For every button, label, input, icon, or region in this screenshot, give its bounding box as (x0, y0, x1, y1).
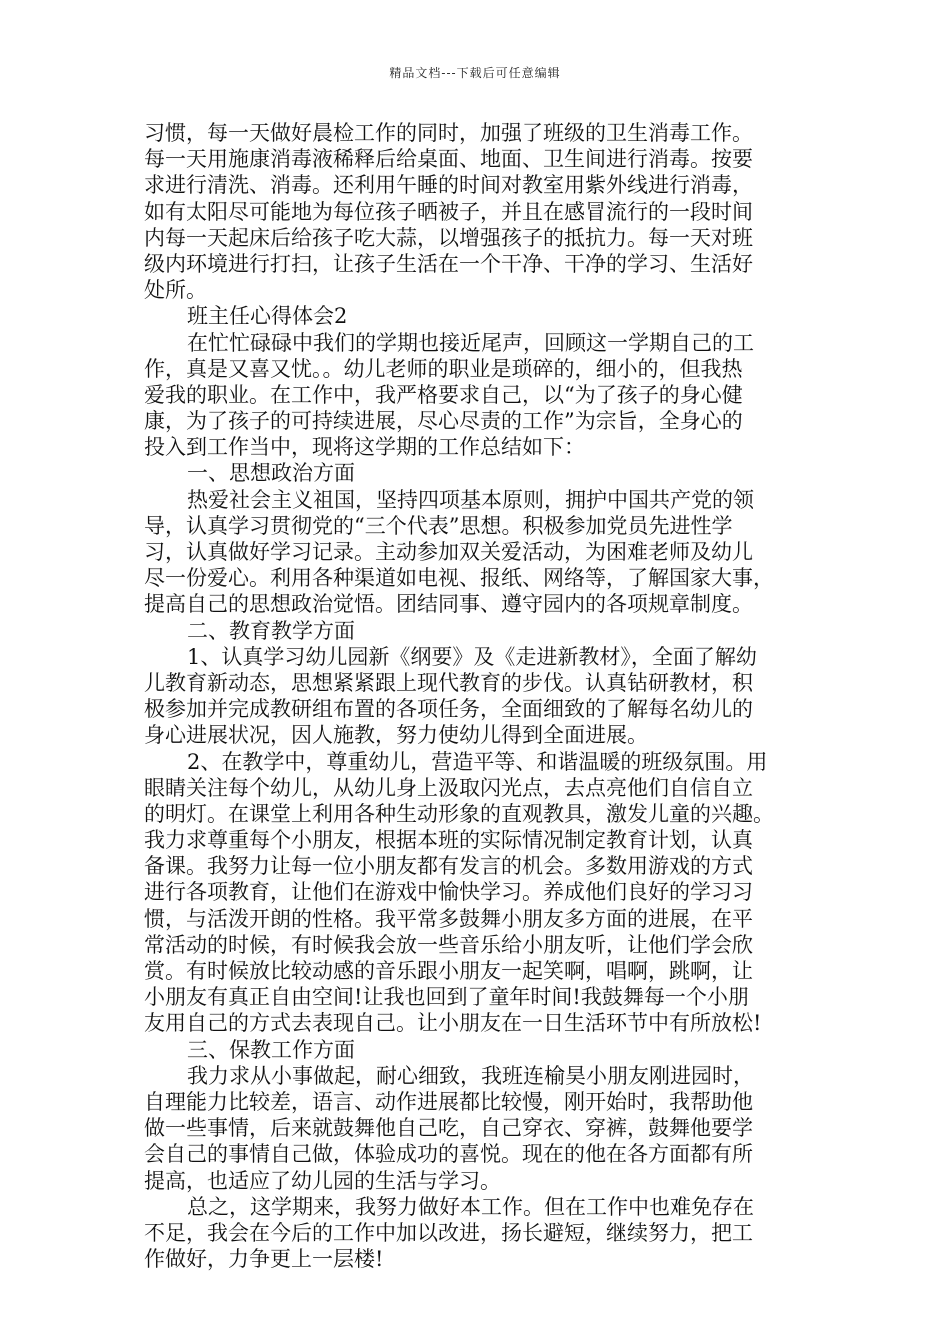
text-line: 会自己的事情自己做，体验成功的喜悦。现在的他在各方面都有所 (144, 1142, 753, 1167)
text-line: 处所。 (144, 278, 207, 303)
text-line: 小朋友有真正自由空间!让我也回到了童年时间!我鼓舞每一个小朋 (144, 985, 749, 1010)
page-header: 精品文档---下载后可任意编辑 (389, 66, 561, 80)
text-line: 二、教育教学方面 (187, 618, 355, 643)
text-line: 爱我的职业。在工作中，我严格要求自己，以“为了孩子的身心健 (144, 382, 743, 407)
text-line: 不足，我会在今后的工作中加以改进，扬长避短，继续努力，把工 (144, 1220, 753, 1245)
text-line: 热爱社会主义祖国，坚持四项基本原则，拥护中国共产党的领 (187, 487, 754, 512)
text-line: 身心进展状况，因人施教，努力使幼儿得到全面进展。 (144, 723, 648, 748)
text-line: 眼睛关注每个幼儿，从幼儿身上汲取闪光点，去点亮他们自信自立 (144, 775, 753, 800)
text-line: 我力求从小事做起，耐心细致，我班连榆昊小朋友刚进园时， (187, 1063, 754, 1088)
text-line: 友用自己的方式去表现自己。让小朋友在一日生活环节中有所放松! (144, 1011, 762, 1036)
text-line: 提高自己的思想政治觉悟。团结同事、遵守园内的各项规章制度。 (144, 592, 753, 617)
text-line: 儿教育新动态，思想紧紧跟上现代教育的步伐。认真钻研教材，积 (144, 670, 753, 695)
text-line: 投入到工作当中，现将这学期的工作总结如下： (144, 435, 585, 460)
text-line: 极参加并完成教研组布置的各项任务，全面细致的了解每名幼儿的 (144, 697, 753, 722)
text-line: 1、认真学习幼儿园新《纲要》及《走进新教材》，全面了解幼 (187, 644, 757, 669)
text-line: 一、思想政治方面 (187, 461, 355, 486)
text-line: 总之，这学期来，我努力做好本工作。但在工作中也难免存在 (187, 1194, 754, 1219)
text-line: 尽一份爱心。利用各种渠道如电视、报纸、网络等，了解国家大事， (144, 566, 774, 591)
text-line: 在忙忙碌碌中我们的学期也接近尾声，回顾这一学期自己的工 (187, 330, 754, 355)
text-line: 惯，与活泼开朗的性格。我平常多鼓舞小朋友多方面的进展，在平 (144, 906, 753, 931)
text-line: 做一些事情，后来就鼓舞他自己吃，自己穿衣、穿裤，鼓舞他要学 (144, 1116, 753, 1141)
text-line: 的明灯。在课堂上利用各种生动形象的直观教具，激发儿童的兴趣。 (144, 801, 774, 826)
text-line: 进行各项教育，让他们在游戏中愉快学习。养成他们良好的学习习 (144, 880, 753, 905)
text-line: 三、保教工作方面 (187, 1037, 355, 1062)
text-line: 备课。我努力让每一位小朋友都有发言的机会。多数用游戏的方式 (144, 854, 753, 879)
text-line: 求进行清洗、消毒。还利用午睡的时间对教室用紫外线进行消毒， (144, 173, 753, 198)
text-line: 自理能力比较差，语言、动作进展都比较慢，刚开始时，我帮助他 (144, 1089, 753, 1114)
text-line: 内每一天起床后给孩子吃大蒜，以增强孩子的抵抗力。每一天对班 (144, 225, 753, 250)
text-line: 常活动的时候，有时候我会放一些音乐给小朋友听，让他们学会欣 (144, 932, 753, 957)
text-line: 赏。有时候放比较动感的音乐跟小朋友一起笑啊，唱啊，跳啊，让 (144, 959, 753, 983)
text-line: 作，真是又喜又忧。。幼儿老师的职业是琐碎的，细小的，但我热 (144, 356, 743, 381)
text-line: 我力求尊重每个小朋友，根据本班的实际情况制定教育计划，认真 (144, 828, 753, 853)
text-line: 每一天用施康消毒液稀释后给桌面、地面、卫生间进行消毒。按要 (144, 147, 753, 172)
text-line: 2、在教学中，尊重幼儿，营造平等、和谐温暖的班级氛围。用 (187, 749, 768, 774)
text-line: 如有太阳尽可能地为每位孩子晒被子，并且在感冒流行的一段时间 (144, 199, 753, 224)
text-line: 班主任心得体会2 (187, 304, 348, 329)
text-line: 习，认真做好学习记录。主动参加双关爱活动，为困难老师及幼儿 (144, 540, 753, 564)
text-line: 习惯，每一天做好晨检工作的同时，加强了班级的卫生消毒工作。 (144, 121, 753, 145)
text-line: 级内环境进行打扫，让孩子生活在一个干净、干净的学习、生活好 (144, 251, 753, 276)
text-line: 导，认真学习贯彻党的“三个代表”思想。积极参加党员先进性学 (144, 513, 733, 538)
text-line: 作做好，力争更上一层楼! (144, 1247, 384, 1272)
document-body (144, 120, 810, 1272)
text-line: 提高，也适应了幼儿园的生活与学习。 (144, 1168, 501, 1193)
text-line: 康，为了孩子的可持续进展，尽心尽责的工作”为宗旨，全身心的 (144, 409, 743, 434)
